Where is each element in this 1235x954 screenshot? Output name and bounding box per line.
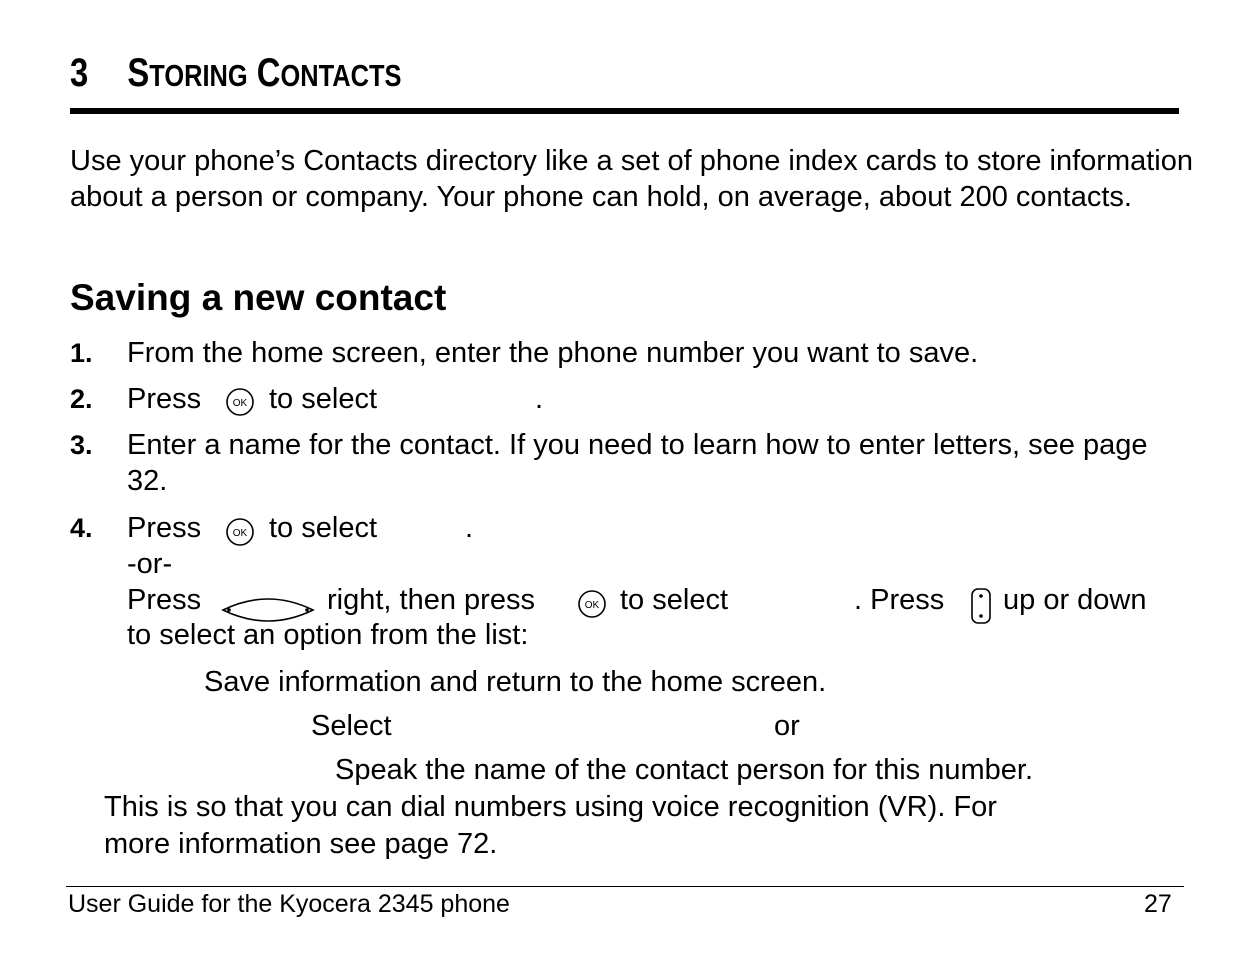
step-4-alt-right: right, then press xyxy=(327,584,535,616)
ok-key-icon xyxy=(224,513,256,549)
step-4-press: Press xyxy=(127,512,202,544)
svg-text:OK: OK xyxy=(232,398,248,410)
option-3-line2: This is so that you can dial numbers using voice recognition (VR). For xyxy=(104,791,997,823)
step-4-or: -or- xyxy=(127,548,173,580)
footer-title: User Guide for the Kyocera 2345 phone xyxy=(68,890,510,918)
step-4-alt-press: Press xyxy=(127,584,202,616)
step-text-1: From the home screen, enter the phone number you want to save. xyxy=(127,337,979,369)
step-4-alt-press2: . Press xyxy=(854,584,945,616)
option-1-text: Save information and return to the home screen. xyxy=(204,666,827,698)
title-rule xyxy=(70,108,1179,114)
step-number-1: 1. xyxy=(70,338,93,368)
intro-paragraph: Use your phone’s Contacts directory like a set of phone index cards to store information about a person or company. Your phone can hold, on average, about 200 contacts. xyxy=(70,145,1193,213)
ok-key-icon xyxy=(224,383,256,419)
title-cap-2: C xyxy=(256,51,281,95)
step-text-3: Enter a name for the contact. If you need to learn how to enter letters, see page 32. xyxy=(127,429,1148,497)
option-2-select: Select xyxy=(311,710,392,742)
svg-text:OK: OK xyxy=(584,600,600,612)
option-2-or: or xyxy=(774,710,800,742)
step-4-select: to select xyxy=(269,512,377,544)
step-4-alt-line2: to select an option from the list: xyxy=(127,619,529,651)
step-4-period: . xyxy=(465,512,474,544)
option-3-line1: Speak the name of the contact person for this number. xyxy=(335,754,1034,786)
title-rest-2: ONTACTS xyxy=(280,58,402,93)
step-number-4: 4. xyxy=(70,513,93,543)
title-rest-1: TORING xyxy=(149,58,248,93)
step-4-alt-select: to select xyxy=(620,584,728,616)
step-4-alt-updown: up or down xyxy=(1003,584,1147,616)
step-2-press: Press xyxy=(127,383,202,415)
chapter-title xyxy=(70,48,401,101)
ok-key-icon xyxy=(576,585,608,621)
step-number-3: 3. xyxy=(70,430,93,460)
step-number-2: 2. xyxy=(70,384,93,414)
page-number: 27 xyxy=(1144,890,1172,918)
svg-text:OK: OK xyxy=(232,528,248,540)
option-3-line3: more information see page 72. xyxy=(104,828,498,860)
title-cap-1: S xyxy=(127,51,150,95)
section-heading: Saving a new contact xyxy=(70,277,447,318)
scroll-key-icon xyxy=(969,586,993,626)
footer-rule xyxy=(66,886,1184,887)
chapter-number: 3 xyxy=(70,51,89,95)
step-2-period: . xyxy=(535,383,544,415)
step-2-select: to select xyxy=(269,383,377,415)
